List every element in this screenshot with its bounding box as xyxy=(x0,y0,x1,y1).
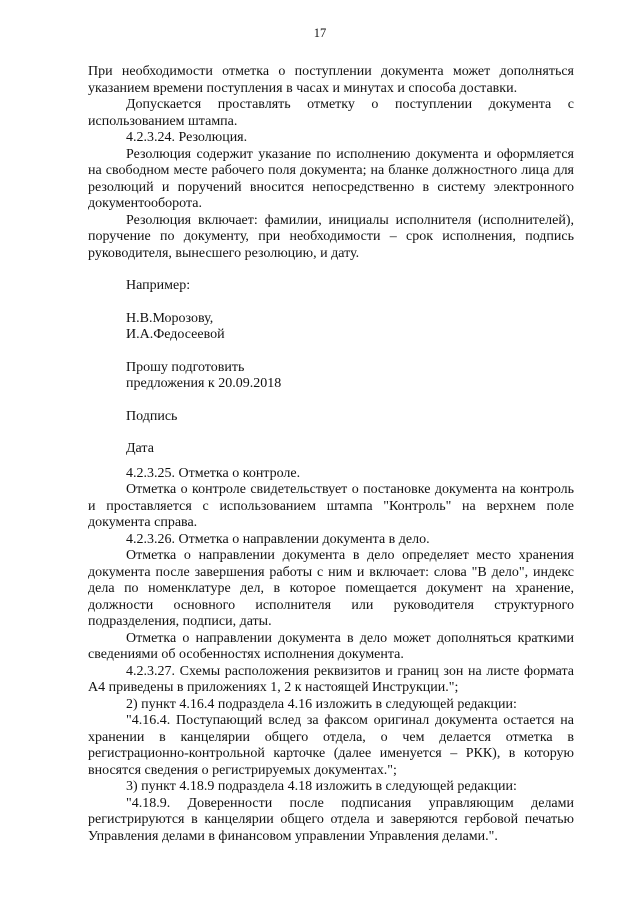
paragraph-resolution-includes: Резолюция включает: фамилии, инициалы исполнителя (исполнителей), поручение по документу, при необходимости – срок исполнения, подпись руководителя, вынесшего резолюцию, и дату. xyxy=(88,212,574,261)
paragraph-arrival-time: При необходимости отметка о поступлении документа может дополняться указанием времени поступления в часах и минутах и способа доставки. xyxy=(88,64,574,96)
section-heading-file-mark: 4.2.3.26. Отметка о направлении документа в дело. xyxy=(126,531,430,547)
example-label: Например: xyxy=(126,278,191,293)
example-addressee-1: Н.В.Морозову, xyxy=(126,310,214,326)
paragraph-file-mark: Отметка о направлении документа в дело определяет место хранения документа после завершения работы с ним и включает: слова "В дело", индекс дела по номенклатуре дел, в которое помещается документ на хранение, должности основного исполнителя или руководителя структурного подразделения, подписи, даты. xyxy=(88,548,574,629)
resolution-example xyxy=(88,278,574,458)
example-addressees xyxy=(88,311,574,344)
amendment-text-4-16-4: "4.16.4. Поступающий вслед за факсом оригинал документа остается на хранении в канцелярии общего отдела, о чем делается отметка в регистрационно-контрольной карточке (далее именуется – РКК), в которую вносятся сведения о регистрируемых документах."; xyxy=(88,713,574,778)
example-request-line-2: предложения к 20.09.2018 xyxy=(126,376,282,391)
example-request-line-1: Прошу подготовить xyxy=(126,359,245,375)
amendment-text-4-18-9: "4.18.9. Доверенности после подписания управляющим делами регистрируются в канцелярии общего отдела и заверяются гербовой печатью Управления делами в финансовом управлении Управления делами.". xyxy=(88,795,574,844)
amendment-item-3: 3) пункт 4.18.9 подраздела 4.18 изложить в следующей редакции: xyxy=(126,779,517,794)
paragraph-file-mark-extra: Отметка о направлении документа в дело может дополняться краткими сведениями об особенностях исполнения документа. xyxy=(88,630,574,662)
example-signature: Подпись xyxy=(126,408,178,424)
page-number: 17 xyxy=(313,26,327,40)
example-request xyxy=(88,360,574,393)
example-date: Дата xyxy=(126,441,154,456)
section-heading-resolution: 4.2.3.24. Резолюция. xyxy=(126,130,248,145)
paragraph-control-mark: Отметка о контроле свидетельствует о постановке документа на контроль и проставляется с использованием штампа "Контроль" на верхнем поле документа справа. xyxy=(88,482,574,530)
example-addressee-2: И.А.Федосеевой xyxy=(126,327,225,342)
document-body xyxy=(88,64,574,845)
amendment-item-2: 2) пункт 4.16.4 подраздела 4.16 изложить в следующей редакции: xyxy=(126,696,517,712)
section-heading-control-mark: 4.2.3.25. Отметка о контроле. xyxy=(126,465,301,481)
paragraph-resolution-content: Резолюция содержит указание по исполнению документа и оформляется на свободном месте рабочего поля документа; на бланке должностного лица для резолюций и поручений вносится непосредственно в систему электронного документооборота. xyxy=(88,146,574,211)
paragraph-arrival-stamp: Допускается проставлять отметку о поступлении документа с использованием штампа. xyxy=(88,97,574,129)
section-heading-layout-schemes: 4.2.3.27. Схемы расположения реквизитов и границ зон на листе формата А4 приведены в приложениях 1, 2 к настоящей Инструкции."; xyxy=(88,663,574,695)
